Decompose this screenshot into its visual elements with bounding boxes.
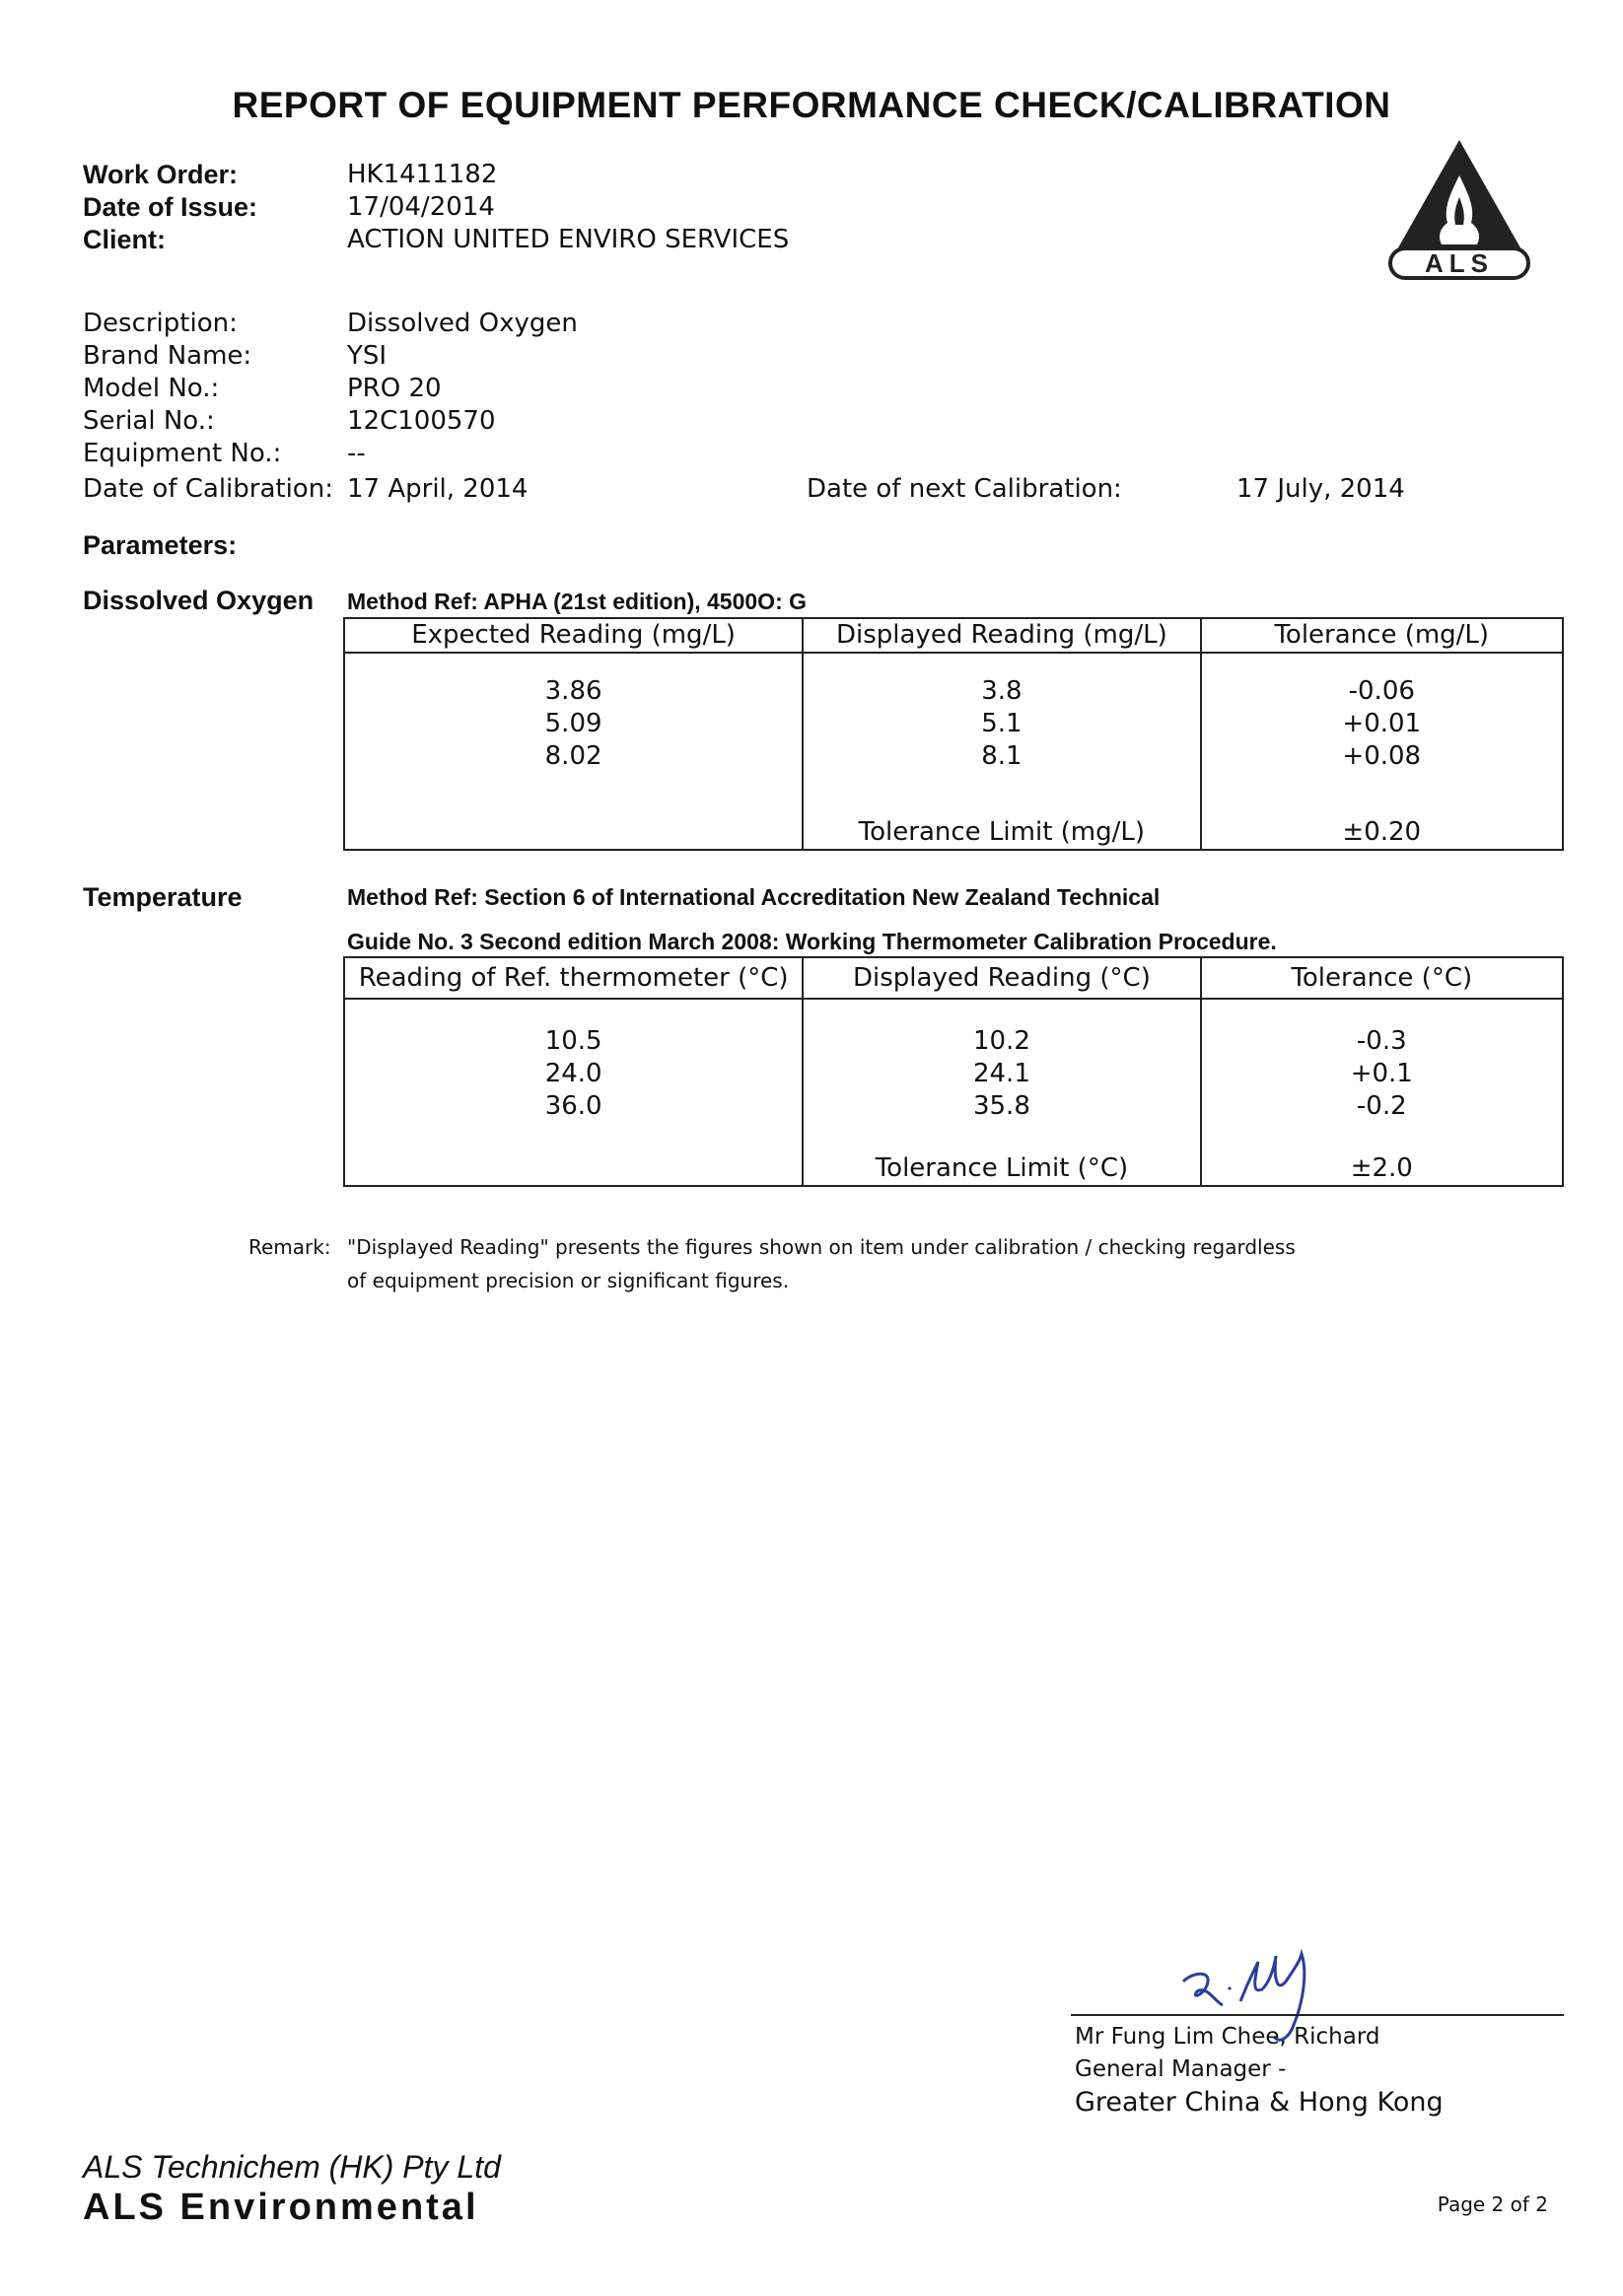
reference-value: 36.0: [544, 1091, 602, 1121]
description-value: Dissolved Oxygen: [347, 309, 578, 338]
tolerance-limit-value: ±0.20: [1342, 817, 1422, 847]
parameters-label: Parameters:: [83, 530, 238, 560]
displayed-value: 35.8: [972, 1091, 1030, 1121]
tolerance-value: +0.01: [1342, 709, 1422, 738]
displayed-value: 8.1: [981, 741, 1023, 771]
signatory-position: General Manager -: [1075, 2056, 1287, 2082]
brand-value: YSI: [347, 341, 388, 371]
reference-value: 24.0: [544, 1059, 602, 1088]
tolerance-value: -0.2: [1356, 1091, 1407, 1121]
displayed-value: 3.8: [981, 676, 1023, 706]
tolerance-limit-label: Tolerance Limit (°C): [875, 1153, 1129, 1183]
tolerance-value: +0.08: [1342, 741, 1422, 771]
column-header: Tolerance (mg/L): [1201, 618, 1563, 653]
reference-cell: [344, 999, 803, 1186]
reference-value: 10.5: [544, 1026, 602, 1056]
equipment-no-label: Equipment No.:: [83, 439, 282, 468]
description-label: Description:: [83, 309, 238, 338]
serial-label: Serial No.:: [83, 406, 215, 436]
tolerance-limit-value: ±2.0: [1350, 1153, 1413, 1183]
date-of-issue-label: Date of Issue:: [83, 192, 258, 222]
column-header: Reading of Ref. thermometer (°C): [344, 957, 803, 999]
table-header-row: [344, 957, 1563, 999]
serial-value: 12C100570: [347, 406, 496, 436]
expected-value: 3.86: [544, 676, 602, 706]
displayed-value: 5.1: [981, 709, 1023, 738]
tolerance-cell: [1201, 999, 1563, 1186]
date-of-issue-value: 17/04/2014: [347, 192, 495, 222]
date-calibration-value: 17 April, 2014: [347, 474, 529, 504]
dissolved-oxygen-table: [343, 617, 1564, 851]
column-header: Expected Reading (mg/L): [344, 618, 803, 653]
table-row: [344, 999, 1563, 1186]
tolerance-limit-label: Tolerance Limit (mg/L): [858, 817, 1146, 847]
column-header: Tolerance (°C): [1201, 957, 1563, 999]
displayed-value: 24.1: [972, 1059, 1030, 1088]
expected-cell: [344, 653, 803, 850]
remark-label: Remark:: [248, 1235, 331, 1259]
date-next-calibration-value: 17 July, 2014: [1236, 474, 1405, 504]
brand-label: Brand Name:: [83, 341, 252, 371]
do-method-ref: Method Ref: APHA (21st edition), 4500O: G: [347, 589, 808, 614]
remark-line1: "Displayed Reading" presents the figures shown on item under calibration / checking regardless: [347, 1235, 1296, 1259]
tolerance-value: +0.1: [1350, 1059, 1413, 1088]
work-order-label: Work Order:: [83, 160, 239, 189]
als-logo: [1380, 138, 1538, 286]
temperature-method-ref-line1: Method Ref: Section 6 of International Accreditation New Zealand Technical: [347, 884, 1161, 910]
client-value: ACTION UNITED ENVIRO SERVICES: [347, 225, 790, 254]
work-order-value: HK1411182: [347, 160, 498, 189]
expected-value: 8.02: [544, 741, 602, 771]
model-value: PRO 20: [347, 374, 442, 403]
model-label: Model No.:: [83, 374, 220, 403]
temperature-table: [343, 956, 1564, 1187]
brand-wordmark: ALS Environmental: [83, 2187, 479, 2228]
equipment-no-value: --: [347, 439, 366, 468]
tolerance-value: -0.3: [1356, 1026, 1407, 1056]
column-header: Displayed Reading (mg/L): [803, 618, 1200, 653]
expected-value: 5.09: [544, 709, 602, 738]
dissolved-oxygen-section-label: Dissolved Oxygen: [83, 586, 315, 615]
table-header-row: [344, 618, 1563, 653]
temperature-method-ref-line2: Guide No. 3 Second edition March 2008: Working Thermometer Calibration Procedure.: [347, 929, 1277, 954]
company-name: ALS Technichem (HK) Pty Ltd: [83, 2149, 501, 2185]
report-title: REPORT OF EQUIPMENT PERFORMANCE CHECK/CALIBRATION: [232, 85, 1391, 125]
displayed-cell: [803, 653, 1200, 850]
remark-line2: of equipment precision or significant figures.: [347, 1269, 790, 1292]
temperature-section-label: Temperature: [83, 882, 243, 912]
client-label: Client:: [83, 225, 166, 254]
column-header: Displayed Reading (°C): [803, 957, 1200, 999]
table-row: [344, 653, 1563, 850]
displayed-cell: [803, 999, 1200, 1186]
date-calibration-label: Date of Calibration:: [83, 474, 333, 504]
als-logo-text: ALS: [1425, 248, 1494, 278]
signatory-region: Greater China & Hong Kong: [1075, 2087, 1444, 2118]
tolerance-cell: [1201, 653, 1563, 850]
tolerance-value: -0.06: [1348, 676, 1415, 706]
displayed-value: 10.2: [972, 1026, 1030, 1056]
signatory-name: Mr Fung Lim Chee, Richard: [1075, 2024, 1380, 2050]
signature-line: [1071, 2014, 1564, 2016]
page-number: Page 2 of 2: [1437, 2192, 1548, 2216]
date-next-calibration-label: Date of next Calibration:: [807, 474, 1122, 504]
